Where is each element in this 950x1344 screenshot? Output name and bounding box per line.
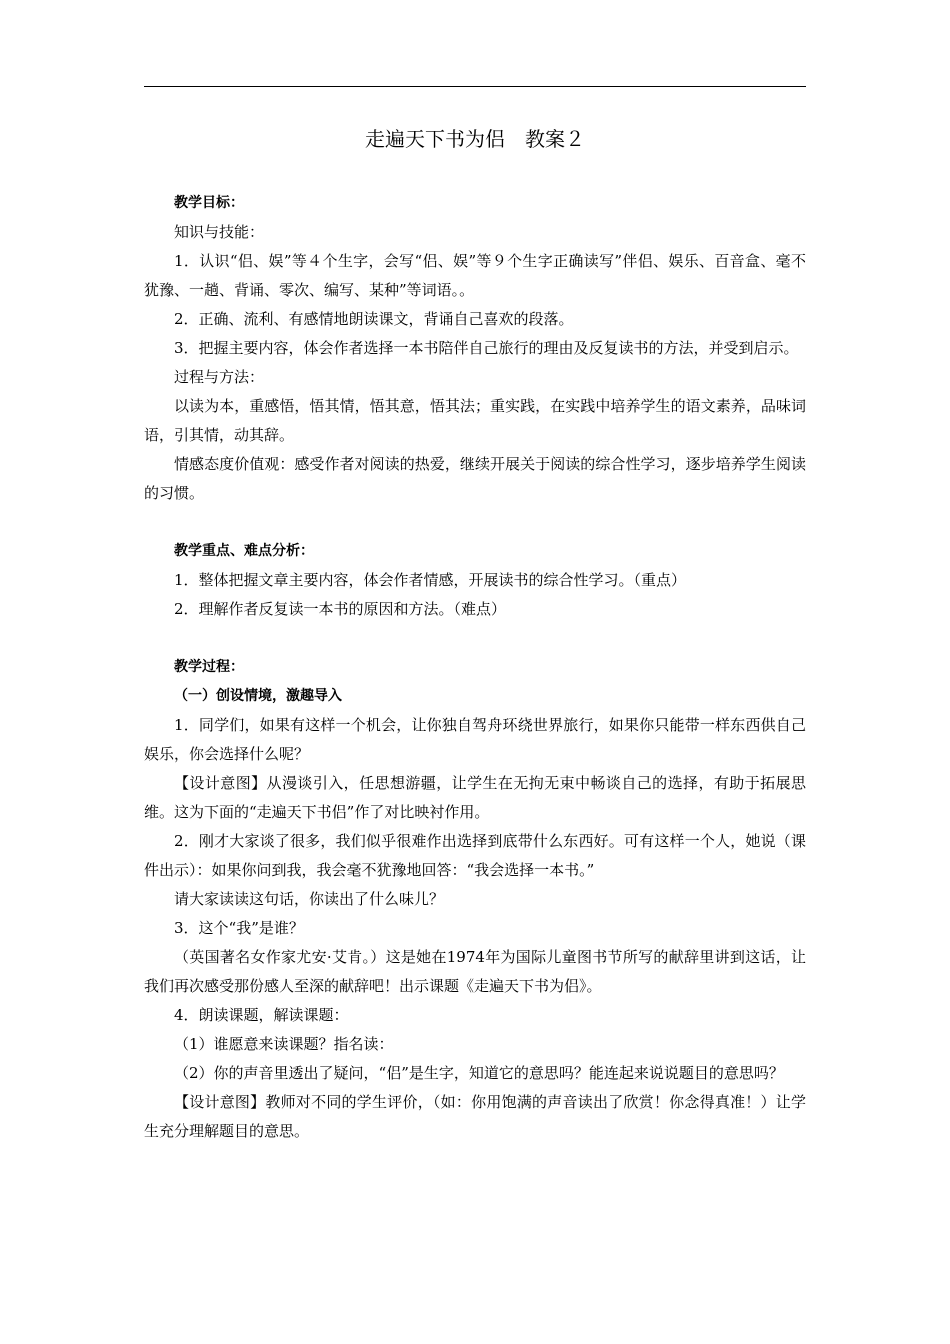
section-heading-process: 教学过程： <box>174 659 244 675</box>
process-label: 过程与方法： <box>174 368 265 386</box>
knowledge-item: 1．认识“侣、娱”等４个生字，会写“侣、娱”等９个生字正确读写”伴侣、娱乐、百音盒、毫不犹豫、一趟、背诵、零次、编写、某种”等词语。。 <box>144 252 806 299</box>
process-paragraph: 4．朗读课题，解读课题： <box>174 1006 349 1024</box>
section-heading-key-points: 教学重点、难点分析： <box>174 543 314 559</box>
process-paragraph: 3．这个“我”是谁？ <box>174 919 304 937</box>
page-title: 走遍天下书为侣 教案２ <box>365 127 585 151</box>
process-subheading: （一）创设情境，激趣导入 <box>174 688 342 704</box>
knowledge-label: 知识与技能： <box>174 223 265 241</box>
process-text: 以读为本，重感悟，悟其情，悟其意，悟其法；重实践，在实践中培养学生的语文素养，品味词语，引其情，动其辞。 <box>144 397 806 444</box>
knowledge-item: 3．把握主要内容，体会作者选择一本书陪伴自己旅行的理由及反复读书的方法，并受到启示。 <box>174 339 799 357</box>
process-paragraph: 【设计意图】从漫谈引入，任思想游疆，让学生在无拘无束中畅谈自己的选择，有助于拓展思维。这为下面的“走遍天下书侣”作了对比映衬作用。 <box>144 774 806 821</box>
process-paragraph: 请大家读读这句话，你读出了什么味儿？ <box>174 890 445 908</box>
key-point-item: 2．理解作者反复读一本书的原因和方法。（难点） <box>174 600 507 618</box>
process-paragraph: 1．同学们，如果有这样一个机会，让你独自驾舟环绕世界旅行，如果你只能带一样东西供自己娱乐，你会选择什么呢？ <box>144 716 806 763</box>
key-point-item: 1．整体把握文章主要内容，体会作者情感，开展读书的综合性学习。（重点） <box>174 571 687 589</box>
section-heading-goals: 教学目标： <box>174 195 244 211</box>
process-paragraph: 2．刚才大家谈了很多，我们似乎很难作出选择到底带什么东西好。可有这样一个人，她说（课件出示）：如果你问到我，我会毫不犹豫地回答：“我会选择一本书。” <box>144 832 806 879</box>
spacer <box>144 624 806 653</box>
process-paragraph: （英国著名女作家尤安·艾肯。）这是她在1974年为国际儿童图书节所写的献辞里讲到这话，让我们再次感受那份感人至深的献辞吧！出示课题《走遍天下书为侣》。 <box>144 948 806 995</box>
process-paragraph: 【设计意图】教师对不同的学生评价，（如：你用饱满的声音读出了欣赏！你念得真准！）让学生充分理解题目的意思。 <box>144 1093 806 1140</box>
header-rule <box>144 86 806 87</box>
process-paragraph: （2）你的声音里透出了疑问，“侣”是生字，知道它的意思吗？能连起来说说题目的意思吗？ <box>174 1064 784 1082</box>
knowledge-item: 2．正确、流利、有感情地朗读课文，背诵自己喜欢的段落。 <box>174 310 574 328</box>
emotion-text: 情感态度价值观：感受作者对阅读的热爱，继续开展关于阅读的综合性学习，逐步培养学生阅读的习惯。 <box>144 455 806 502</box>
spacer <box>144 508 806 537</box>
document-body <box>144 189 806 1146</box>
process-paragraph: （1）谁愿意来读课题？指名读： <box>174 1035 394 1053</box>
